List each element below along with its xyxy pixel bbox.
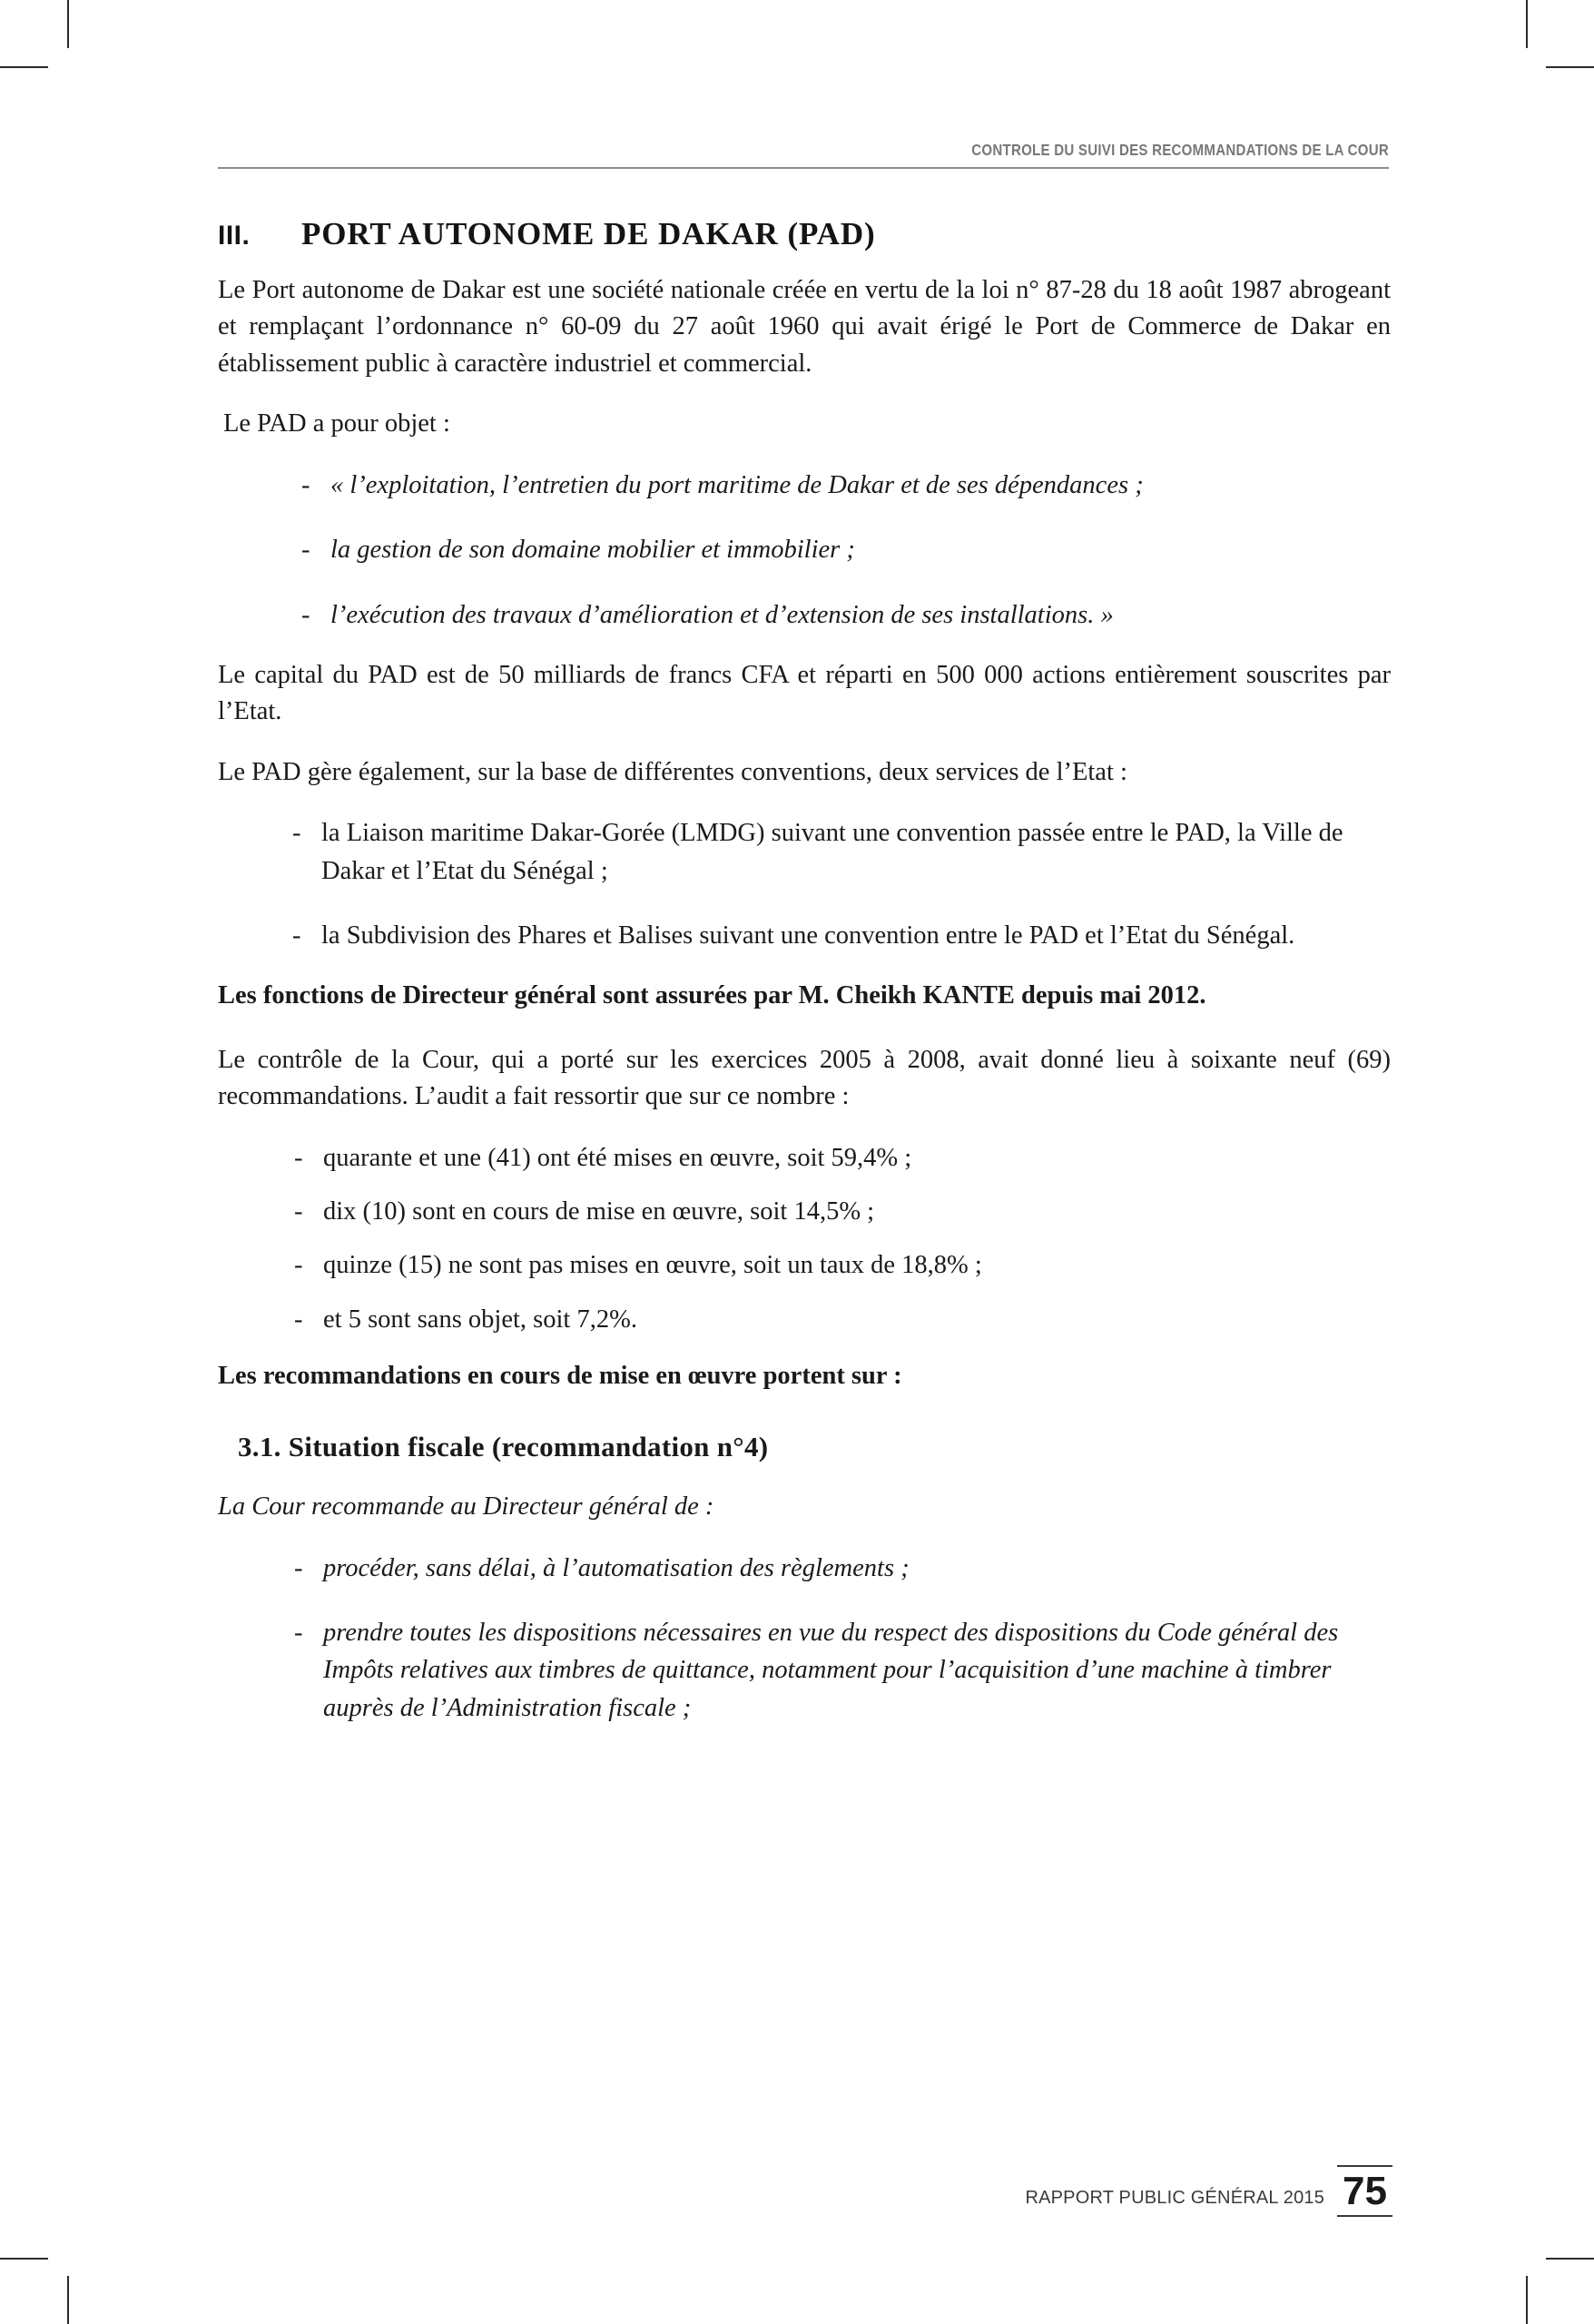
list-statistics bbox=[294, 1139, 1391, 1338]
dash-bullet-icon: - bbox=[292, 819, 301, 848]
running-header bbox=[218, 141, 1389, 169]
list-objet bbox=[301, 467, 1391, 634]
section-number: III. bbox=[218, 221, 251, 251]
page-number bbox=[1337, 2165, 1389, 2217]
list-item-label: la Liaison maritime Dakar-Gorée (LMDG) suivant une convention passée entre le PAD, la Ville de Dakar et l’Etat du Sénégal ; bbox=[321, 819, 1343, 885]
list-item-label: la gestion de son domaine mobilier et immobilier ; bbox=[330, 536, 855, 565]
crop-mark-top-right-horizontal bbox=[1546, 66, 1594, 68]
list-item-label: et 5 sont sans objet, soit 7,2%. bbox=[323, 1305, 637, 1334]
crop-mark-bottom-right-vertical bbox=[1526, 2276, 1528, 2324]
paragraph-services-lead: Le PAD gère également, sur la base de différentes conventions, deux services de l’Etat : bbox=[218, 757, 1127, 786]
dash-bullet-icon: - bbox=[292, 921, 301, 950]
dash-bullet-icon: - bbox=[301, 536, 310, 565]
list-item-label: « l’exploitation, l’entretien du port maritime de Dakar et de ses dépendances ; bbox=[330, 470, 1144, 499]
list-item bbox=[301, 596, 1391, 634]
crop-mark-bottom-left-vertical bbox=[67, 2276, 69, 2324]
page-number-rule-top bbox=[1337, 2165, 1392, 2167]
page-footer bbox=[1025, 2165, 1389, 2217]
paragraph-controle: Le contrôle de la Cour, qui a porté sur les exercices 2005 à 2008, avait donné lieu à soixante neuf (69) recommandations. L’audit a fait ressortir que sur ce nombre : bbox=[218, 1045, 1391, 1111]
list-item bbox=[294, 1139, 1391, 1177]
paragraph-director: Les fonctions de Directeur général sont assurées par M. Cheikh KANTE depuis mai 2012. bbox=[218, 981, 1206, 1010]
dash-bullet-icon: - bbox=[301, 600, 310, 629]
list-item-label: quarante et une (41) ont été mises en œuvre, soit 59,4% ; bbox=[323, 1143, 912, 1172]
dash-bullet-icon: - bbox=[294, 1619, 303, 1648]
list-item-label: l’exécution des travaux d’amélioration et d’extension de ses installations. » bbox=[330, 600, 1114, 629]
page-content bbox=[218, 207, 1391, 1750]
page-number-value: 75 bbox=[1343, 2169, 1387, 2213]
list-item-label: dix (10) sont en cours de mise en œuvre, soit 14,5% ; bbox=[323, 1196, 875, 1226]
list-item-label: la Subdivision des Phares et Balises suivant une convention entre le PAD et l’Etat du Sénégal. bbox=[321, 921, 1295, 950]
list-item bbox=[294, 1614, 1391, 1727]
page-title: PORT AUTONOME DE DAKAR (PAD) bbox=[301, 216, 876, 251]
list-recommandations bbox=[294, 1550, 1391, 1727]
list-item bbox=[294, 1246, 1391, 1284]
list-item bbox=[294, 1301, 1391, 1338]
paragraph-recommande-lead: La Cour recommande au Directeur général de : bbox=[218, 1492, 714, 1521]
list-item-label: prendre toutes les dispositions nécessaires en vue du respect des dispositions du Code général des Impôts relatives aux timbres de quittance, notamment pour l’acquisition d’une machine à timbrer auprès de l’Administration fiscale ; bbox=[323, 1619, 1339, 1722]
list-item bbox=[294, 1550, 1391, 1587]
list-item bbox=[292, 917, 1391, 954]
subsection-heading: 3.1. Situation fiscale (recommandation n°4) bbox=[238, 1431, 769, 1463]
footer-label: RAPPORT PUBLIC GÉNÉRAL 2015 bbox=[1025, 2188, 1325, 2208]
crop-mark-bottom-left-horizontal bbox=[0, 2258, 48, 2260]
paragraph-objet-lead: Le PAD a pour objet : bbox=[223, 409, 450, 438]
dash-bullet-icon: - bbox=[294, 1143, 303, 1172]
list-item-label: procéder, sans délai, à l’automatisation des règlements ; bbox=[323, 1553, 910, 1582]
paragraph-encours-lead: Les recommandations en cours de mise en œuvre portent sur : bbox=[218, 1361, 902, 1390]
list-item bbox=[301, 467, 1391, 504]
running-header-rule bbox=[218, 167, 1389, 169]
crop-mark-top-left-horizontal bbox=[0, 66, 48, 68]
list-item-label: quinze (15) ne sont pas mises en œuvre, soit un taux de 18,8% ; bbox=[323, 1251, 982, 1280]
crop-mark-top-right-vertical bbox=[1526, 0, 1528, 48]
page-number-rule-bottom bbox=[1337, 2215, 1392, 2217]
crop-mark-top-left-vertical bbox=[67, 0, 69, 48]
paragraph-capital: Le capital du PAD est de 50 milliards de francs CFA et réparti en 500 000 actions entièrement souscrites par l’Etat. bbox=[218, 660, 1391, 726]
dash-bullet-icon: - bbox=[294, 1196, 303, 1226]
dash-bullet-icon: - bbox=[294, 1251, 303, 1280]
list-item bbox=[301, 531, 1391, 568]
paragraph-intro: Le Port autonome de Dakar est une société nationale créée en vertu de la loi n° 87-28 du 18 août 1987 abrogeant et remplaçant l’ordonnance n° 60-09 du 27 août 1960 qui avait érigé le Port de Commerce de Dakar en établissement public à caractère industriel et commercial. bbox=[218, 276, 1391, 378]
dash-bullet-icon: - bbox=[294, 1305, 303, 1334]
list-item bbox=[294, 1193, 1391, 1230]
crop-mark-bottom-right-horizontal bbox=[1546, 2258, 1594, 2260]
list-item bbox=[292, 814, 1391, 890]
list-services bbox=[292, 814, 1391, 954]
dash-bullet-icon: - bbox=[294, 1553, 303, 1582]
dash-bullet-icon: - bbox=[301, 470, 310, 499]
section-title bbox=[218, 216, 1391, 252]
running-header-title: CONTROLE DU SUIVI DES RECOMMANDATIONS DE LA COUR bbox=[971, 141, 1389, 159]
